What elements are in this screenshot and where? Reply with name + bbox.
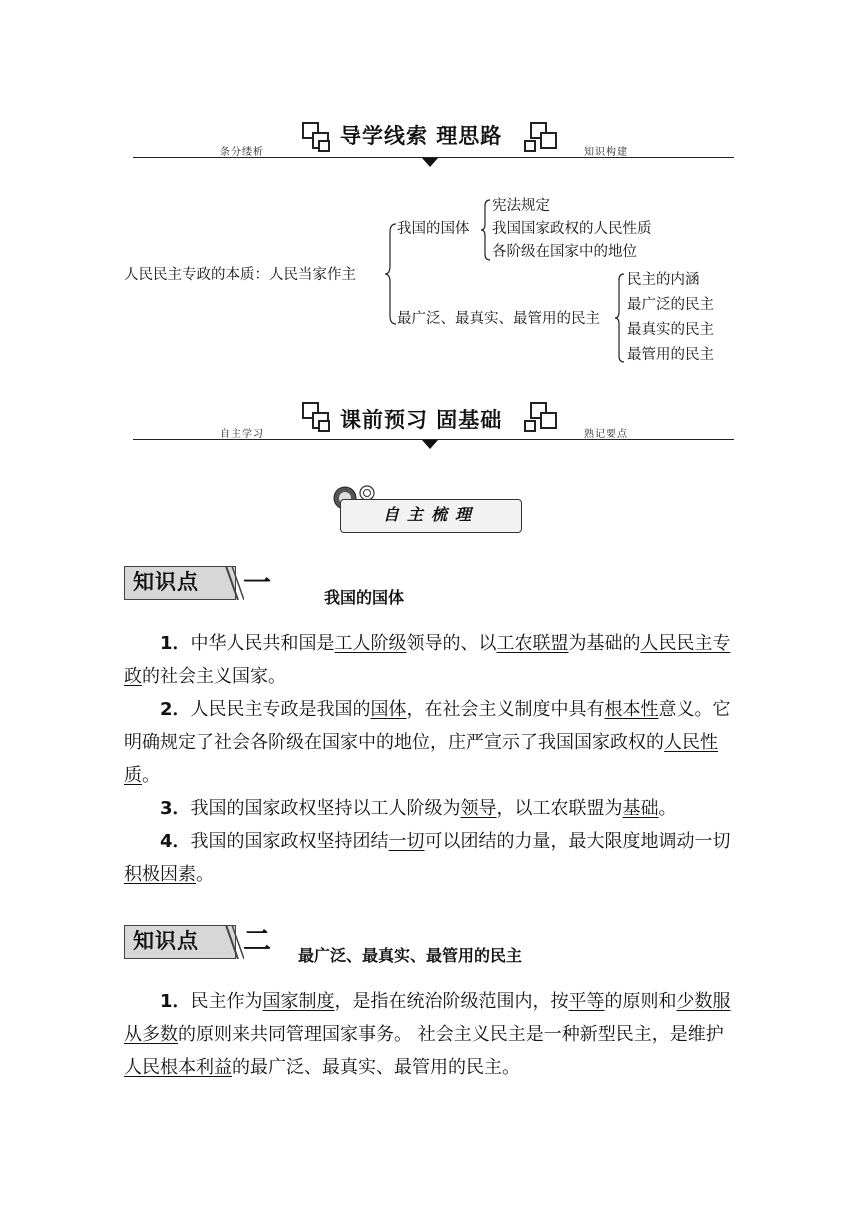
- square-deco-icon: [318, 140, 330, 152]
- brace-icon: [480, 198, 492, 262]
- kp-heading: 我国的国体: [324, 588, 405, 607]
- square-deco-icon: [318, 420, 330, 432]
- mindmap-root: 人民民主专政的本质：人民当家作主: [124, 267, 356, 283]
- brace-icon: [614, 272, 626, 364]
- mindmap-branch-1: 我国的国体: [397, 221, 470, 237]
- mindmap-item: 最广泛的民主: [627, 297, 714, 313]
- kp1-paragraph-4: 4．我国的国家政权坚持团结一切可以团结的力量，最大限度地调动一切积极因素。: [124, 831, 731, 885]
- brace-icon: [384, 222, 398, 326]
- mindmap-item: 宪法规定: [492, 198, 550, 214]
- section-left-note: 条分缕析: [220, 147, 264, 158]
- square-deco-icon: [540, 412, 557, 429]
- mindmap-branch-2: 最广泛、最真实、最管用的民主: [397, 311, 600, 327]
- kp2-paragraph-1: 1．民主作为国家制度，是指在统治阶级范围内，按平等的原则和少数服从多数的原则来共同管理国家事务。 社会主义民主是一种新型民主，是维护人民根本利益的最广泛、最真实、最管用的民主。: [124, 991, 731, 1078]
- slash-deco-icon: [224, 925, 244, 959]
- section-title: 导学线索 理思路: [340, 124, 503, 148]
- mindmap-item: 我国国家政权的人民性质: [492, 221, 652, 237]
- kp-number: 一: [243, 566, 272, 599]
- mindmap-item: 民主的内涵: [627, 272, 700, 288]
- zizhu-label: 自主梳理: [340, 499, 522, 533]
- kp-heading: 最广泛、最真实、最管用的民主: [298, 946, 523, 965]
- square-deco-icon: [524, 420, 536, 432]
- square-deco-icon: [524, 140, 536, 152]
- mindmap-item: 最管用的民主: [627, 347, 714, 363]
- section-left-note: 自主学习: [220, 429, 264, 440]
- kp-tag: 知识点: [124, 566, 236, 600]
- kp-number: 二: [243, 924, 272, 957]
- mindmap-item: 各阶级在国家中的地位: [492, 244, 637, 260]
- section-right-note: 熟记要点: [584, 429, 628, 440]
- kp1-paragraph-2: 2．人民民主专政是我国的国体，在社会主义制度中具有根本性意义。它明确规定了社会各阶级在国家中的地位，庄严宣示了我国国家政权的人民性质。: [124, 699, 731, 786]
- section-right-note: 知识构建: [584, 147, 628, 158]
- mindmap-item: 最真实的民主: [627, 322, 714, 338]
- kp-tag: 知识点: [124, 925, 236, 959]
- kp1-paragraph-1: 1．中华人民共和国是工人阶级领导的、以工农联盟为基础的人民民主专政的社会主义国家。: [124, 633, 731, 687]
- kp1-paragraph-3: 3．我国的国家政权坚持以工人阶级为领导，以工农联盟为基础。: [160, 798, 677, 819]
- triangle-down-icon: [422, 440, 438, 449]
- triangle-down-icon: [422, 158, 438, 167]
- slash-deco-icon: [224, 566, 244, 600]
- section-title: 课前预习 固基础: [340, 408, 503, 432]
- square-deco-icon: [540, 132, 557, 149]
